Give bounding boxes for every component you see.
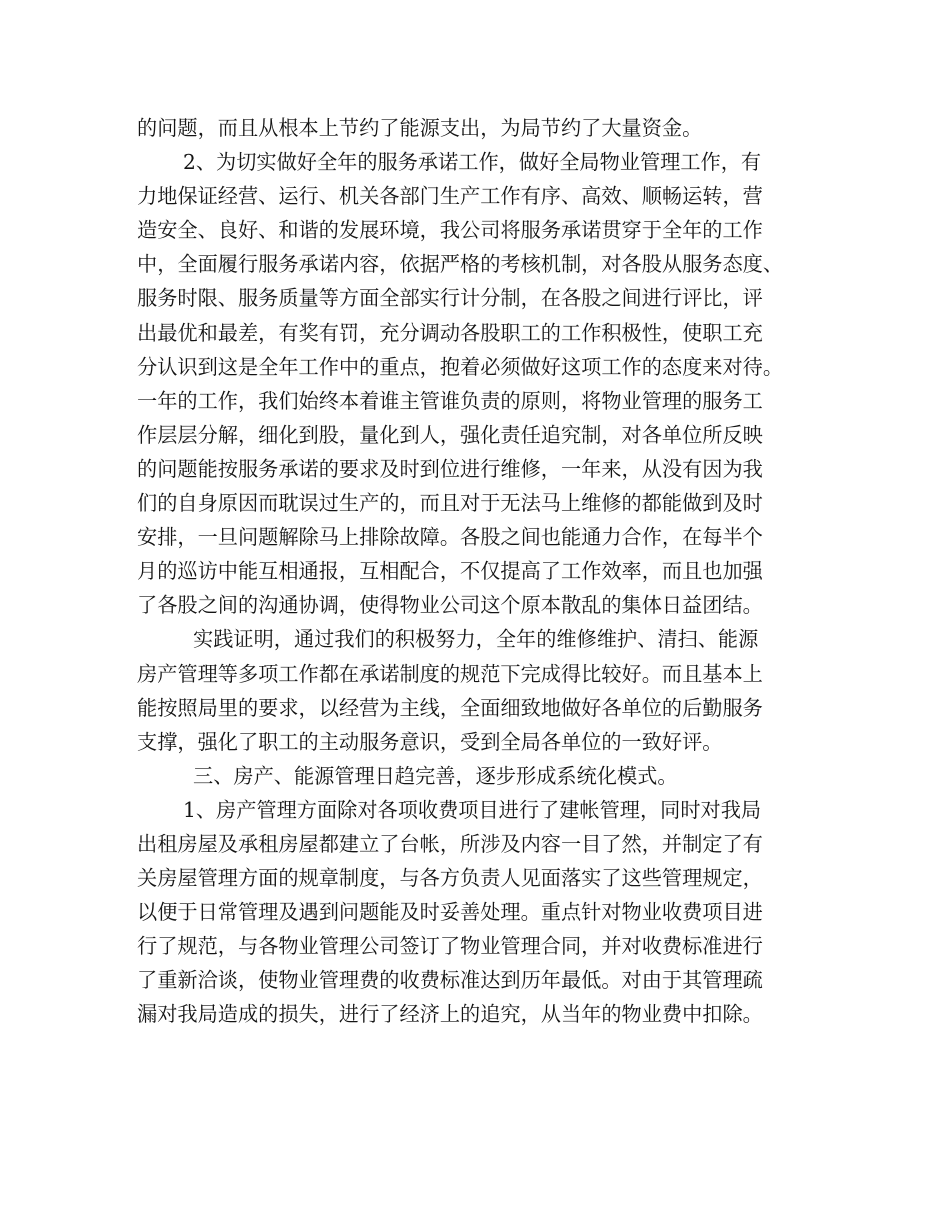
text-line: 一年的工作，我们始终本着谁主管谁负责的原则，将物业管理的服务工 [137,388,763,413]
text-line: 中，全面履行服务承诺内容，依据严格的考核机制，对各股从服务态度、 [137,252,784,277]
paragraph-start-line: 实践证明，通过我们的积极努力，全年的维修维护、清扫、能源 [193,627,759,652]
text-line: 了重新洽谈，使物业管理费的收费标准达到历年最低。对由于其管理疏 [137,968,763,993]
text-line: 月的巡访中能互相通报，互相配合，不仅提高了工作效率，而且也加强 [137,559,763,584]
text-line: 的问题，而且从根本上节约了能源支出，为局节约了大量资金。 [137,116,703,140]
text-line: 安排，一旦问题解除马上排除故障。各股之间也能通力合作，在每半个 [137,525,763,550]
body-text [137,111,827,1032]
text-line: 力地保证经营、运行、机关各部门生产工作有序、高效、顺畅运转，营 [137,184,763,209]
text-line: 出最优和最差，有奖有罚，充分调动各股职工的工作积极性，使职工充 [137,320,763,345]
text-line: 房产管理等多项工作都在承诺制度的规范下完成得比较好。而且基本上 [137,661,763,686]
text-line: 以便于日常管理及遇到问题能及时妥善处理。重点针对物业收费项目进 [137,900,763,925]
text-line: 分认识到这是全年工作中的重点，抱着必须做好这项工作的态度来对待。 [137,354,784,379]
text-line: 行了规范，与各物业管理公司签订了物业管理合同，并对收费标准进行 [137,934,763,959]
text-line: 了各股之间的沟通协调，使得物业公司这个原本散乱的集体日益团结。 [137,593,763,618]
text-line: 们的自身原因而耽误过生产的，而且对于无法马上维修的都能做到及时 [137,491,763,516]
text-line: 漏对我局造成的损失，进行了经济上的追究，从当年的物业费中扣除。 [137,1002,763,1027]
text-line: 关房屋管理方面的规章制度，与各方负责人见面落实了这些管理规定， [137,866,763,891]
text-line: 的问题能按服务承诺的要求及时到位进行维修，一年来，从没有因为我 [137,456,763,481]
paragraph-start-line: 2、为切实做好全年的服务承诺工作，做好全局物业管理工作，有 [183,150,762,175]
text-line: 造安全、良好、和谐的发展环境，我公司将服务承诺贯穿于全年的工作 [137,218,763,243]
text-line: 服务时限、服务质量等方面全部实行计分制，在各股之间进行评比，评 [137,286,763,311]
text-line: 能按照局里的要求，以经营为主线，全面细致地做好各单位的后勤服务 [137,695,763,720]
text-line: 作层层分解，细化到股，量化到人，强化责任追究制，对各单位所反映 [137,422,763,447]
text-line: 出租房屋及承租房屋都建立了台帐，所涉及内容一目了然，并制定了有 [137,831,763,856]
section-heading: 三、房产、能源管理日趋完善，逐步形成系统化模式。 [193,763,678,788]
paragraph-start-line: 1、房产管理方面除对各项收费项目进行了建帐管理，同时对我局 [183,797,762,822]
text-line: 支撑，强化了职工的主动服务意识，受到全局各单位的一致好评。 [137,729,723,754]
